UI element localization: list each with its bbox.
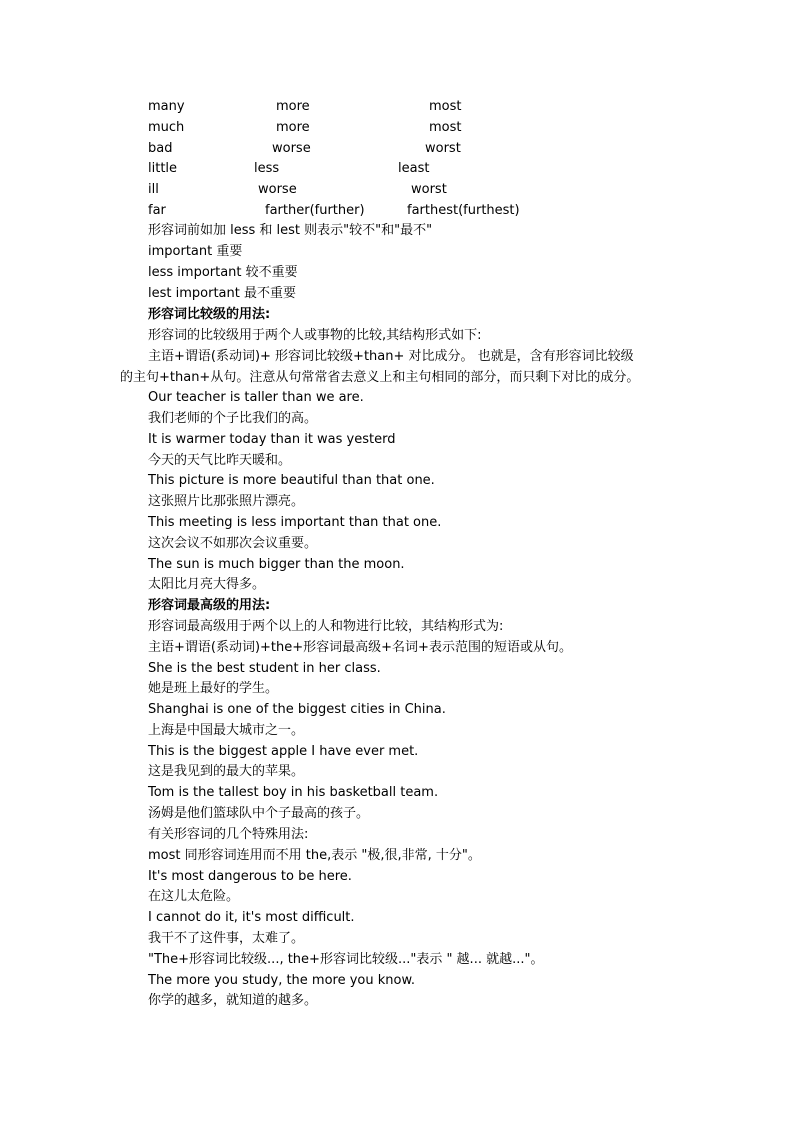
example-zh: 在这儿太危险。 <box>148 889 240 904</box>
example-zh: 上海是中国最大城市之一。 <box>148 723 305 738</box>
example-en: This picture is more beautiful than that one. <box>148 473 435 488</box>
section-heading-superlative: 形容词最高级的用法: <box>148 598 271 613</box>
comparative-form: farther(further) <box>265 203 365 218</box>
example-zh: 这张照片比那张照片漂亮。 <box>148 494 305 509</box>
base-form: far <box>148 203 166 218</box>
comparative-form: more <box>276 120 310 135</box>
example-zh: 今天的天气比昨天暖和。 <box>148 453 292 468</box>
superlative-form: most <box>429 99 462 114</box>
example-en: It's most dangerous to be here. <box>148 869 352 884</box>
example-zh: 我干不了这件事，太难了。 <box>148 931 305 946</box>
text-line: lest important 最不重要 <box>148 286 296 301</box>
example-en: This is the biggest apple I have ever met. <box>148 744 419 759</box>
example-en: I cannot do it, it's most difficult. <box>148 910 355 925</box>
base-form: ill <box>148 182 159 197</box>
text-line: "The+形容词比较级..., the+形容词比较级..."表示 " 越... 就越..."。 <box>148 952 544 967</box>
text-line: 主语+谓语(系动词)+ 形容词比较级+than+ 对比成分。 也就是，含有形容词比较级 <box>148 349 634 364</box>
text-line: 主语+谓语(系动词)+the+形容词最高级+名词+表示范围的短语或从句。 <box>148 640 572 655</box>
text-line: important 重要 <box>148 244 243 259</box>
superlative-form: least <box>398 161 430 176</box>
example-zh: 这是我见到的最大的苹果。 <box>148 764 305 779</box>
superlative-form: worst <box>425 141 461 156</box>
example-en: This meeting is less important than that one. <box>148 515 442 530</box>
base-form: bad <box>148 141 173 156</box>
example-zh: 太阳比月亮大得多。 <box>148 577 266 592</box>
example-en: It is warmer today than it was yesterd <box>148 432 396 447</box>
text-line-continued: 的主句+than+从句。注意从句常常省去意义上和主句相同的部分，而只剩下对比的成分。 <box>120 370 640 385</box>
comparative-form: more <box>276 99 310 114</box>
text-line: 形容词前如加 less 和 lest 则表示"较不"和"最不" <box>148 223 433 238</box>
base-form: little <box>148 161 178 176</box>
text-line: 形容词最高级用于两个以上的人和物进行比较，其结构形式为: <box>148 619 504 634</box>
superlative-form: most <box>429 120 462 135</box>
example-en: The sun is much bigger than the moon. <box>148 557 405 572</box>
text-line: 形容词的比较级用于两个人或事物的比较,其结构形式如下: <box>148 328 482 343</box>
superlative-form: farthest(furthest) <box>407 203 520 218</box>
example-zh: 这次会议不如那次会议重要。 <box>148 536 318 551</box>
text-line: 有关形容词的几个特殊用法: <box>148 827 309 842</box>
example-zh: 汤姆是他们篮球队中个子最高的孩子。 <box>148 806 370 821</box>
example-en: Shanghai is one of the biggest cities in China. <box>148 702 446 717</box>
example-en: Tom is the tallest boy in his basketball team. <box>148 785 439 800</box>
text-line: less important 较不重要 <box>148 265 298 280</box>
example-en: The more you study, the more you know. <box>148 973 416 988</box>
base-form: much <box>148 120 185 135</box>
text-line: most 同形容词连用而不用 the,表示 "极,很,非常, 十分"。 <box>148 848 481 863</box>
example-en: She is the best student in her class. <box>148 661 381 676</box>
comparative-form: worse <box>258 182 297 197</box>
superlative-form: worst <box>411 182 447 197</box>
comparative-form: worse <box>272 141 311 156</box>
comparative-form: less <box>254 161 280 176</box>
section-heading-comparative: 形容词比较级的用法: <box>148 307 271 322</box>
example-zh: 你学的越多，就知道的越多。 <box>148 993 318 1008</box>
example-zh: 她是班上最好的学生。 <box>148 681 279 696</box>
example-en: Our teacher is taller than we are. <box>148 390 364 405</box>
base-form: many <box>148 99 185 114</box>
example-zh: 我们老师的个子比我们的高。 <box>148 411 318 426</box>
